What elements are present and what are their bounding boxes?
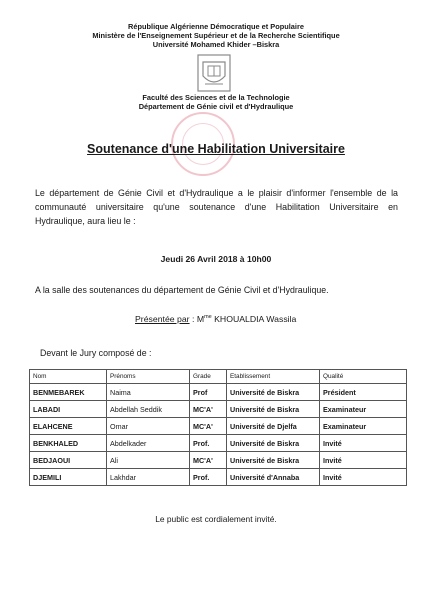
table-row: [30, 384, 407, 401]
jury-qualite: Invité: [320, 435, 407, 452]
header-republic: République Algérienne Démocratique et Populaire: [128, 22, 304, 31]
header-qualite: Qualité: [320, 370, 407, 384]
jury-prenom: Ali: [107, 452, 190, 469]
jury-table-header: [30, 370, 407, 384]
jury-qualite: Invité: [320, 469, 407, 486]
jury-prenom: Abdellah Seddik: [107, 401, 190, 418]
university-logo-icon: [197, 54, 231, 92]
table-row: [30, 469, 407, 486]
header-ministry: Ministère de l'Enseignement Supérieur et de la Recherche Scientifique: [92, 31, 340, 40]
jury-prenom: Omar: [107, 418, 190, 435]
jury-etablissement: Université de Djelfa: [227, 418, 320, 435]
jury-etablissement: Université de Biskra: [227, 401, 320, 418]
presented-by-label: Présentée par: [135, 314, 190, 324]
jury-grade: MC'A': [190, 418, 227, 435]
department-name: Département de Génie civil et d'Hydraulique: [138, 102, 294, 111]
jury-etablissement: Université de Biskra: [227, 384, 320, 401]
header-grade: Grade: [190, 370, 227, 384]
jury-qualite: Examinateur: [320, 401, 407, 418]
jury-prenom: Lakhdar: [107, 469, 190, 486]
jury-etablissement: Université d'Annaba: [227, 469, 320, 486]
jury-grade: Prof: [190, 384, 227, 401]
defense-location: A la salle des soutenances du département de Génie Civil et d'Hydraulique.: [35, 285, 329, 295]
table-row: [30, 418, 407, 435]
jury-nom: LABADI: [30, 401, 107, 418]
header-etablissement: Etablissement: [227, 370, 320, 384]
jury-nom: BEDJAOUI: [30, 452, 107, 469]
jury-qualite: Examinateur: [320, 418, 407, 435]
jury-nom: BENKHALED: [30, 435, 107, 452]
jury-prenom: Naima: [107, 384, 190, 401]
presented-by: Présentée par : $M^{me}$ KHOUALDIA Wassila: [135, 314, 297, 324]
jury-grade: MC'A': [190, 452, 227, 469]
closing-invitation: Le public est cordialement invité.: [155, 514, 277, 524]
jury-etablissement: Université de Biskra: [227, 452, 320, 469]
header-university: Université Mohamed Khider –Biskra: [152, 40, 280, 49]
jury-qualite: Invité: [320, 452, 407, 469]
jury-label: Devant le Jury composé de :: [40, 348, 152, 358]
faculty-block: [0, 93, 432, 111]
jury-grade: Prof.: [190, 469, 227, 486]
jury-nom: ELAHCENE: [30, 418, 107, 435]
table-row: [30, 401, 407, 418]
document-header: [0, 22, 432, 49]
page-title: Soutenance d'une Habilitation Universitaire: [87, 142, 345, 156]
jury-grade: Prof.: [190, 435, 227, 452]
jury-nom: BENMEBAREK: [30, 384, 107, 401]
header-prenoms: Prénoms: [107, 370, 190, 384]
jury-etablissement: Université de Biskra: [227, 435, 320, 452]
table-row: [30, 452, 407, 469]
faculty-name: Faculté des Sciences et de la Technologie: [142, 93, 290, 102]
jury-grade: MC'A': [190, 401, 227, 418]
header-nom: Nom: [30, 370, 107, 384]
defense-date: Jeudi 26 Avril 2018 à 10h00: [160, 254, 272, 264]
candidate-title: $M^{me}$: [196, 314, 212, 324]
jury-prenom: Abdelkader: [107, 435, 190, 452]
announcement-paragraph: Le département de Génie Civil et d'Hydraulique a le plaisir d'informer l'ensemble de la communauté universitaire qu'une soutenance d'une Habilitation Universitaire en Hydraulique, aura lieu le :: [35, 188, 398, 226]
table-row: [30, 435, 407, 452]
jury-qualite: Président: [320, 384, 407, 401]
jury-nom: DJEMILI: [30, 469, 107, 486]
jury-table: [29, 369, 407, 486]
candidate-name: KHOUALDIA Wassila: [214, 314, 297, 324]
